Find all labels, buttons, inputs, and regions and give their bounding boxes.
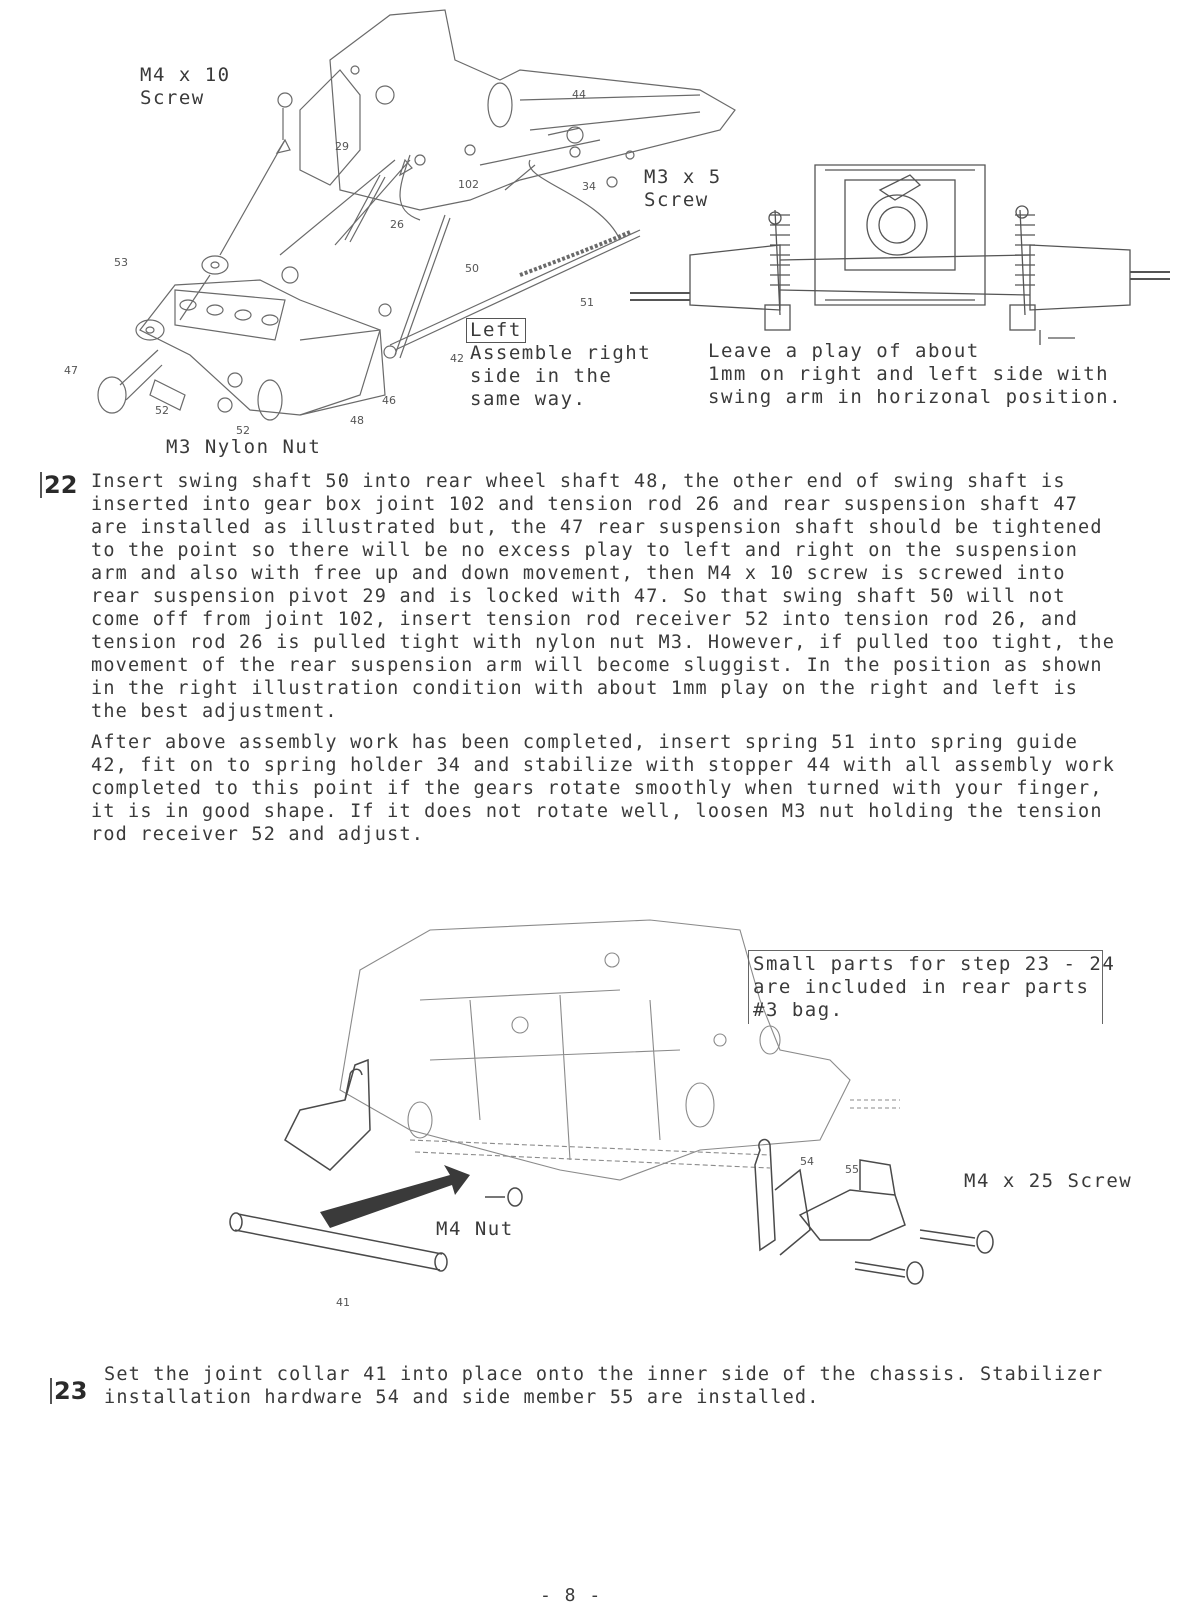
part-number-42: 42	[450, 352, 464, 365]
step-22-paragraph-2: After above assembly work has been completed, insert spring 51 into spring guide 42, fit on to spring holder 34 and stabilize with stopper 44 with all assembly work completed to this point if the gears rotate smoothly when turned with your finger, it is in good shape. If it does not rotate well, loosen M3 nut holding the tension rod receiver 52 and adjust.	[91, 732, 1116, 845]
small-parts-note: Small parts for step 23 - 24 are included in rear parts #3 bag.	[748, 950, 1103, 1024]
step-22-paragraph-1: Insert swing shaft 50 into rear wheel shaft 48, the other end of swing shaft is inserted into gear box joint 102 and tension rod 26 and rear suspension shaft 47 are installed as illustrated but, the 47 rear suspension shaft should be tightened to the point so there will be no excess play to left and right on the suspension arm and also with free up and down movement, then M4 x 10 screw is screwed into rear suspension pivot 29 and is locked with 47. So that swing shaft 50 will not come off from joint 102, insert tension rod receiver 52 into tension rod 26, and tension rod 26 is pulled tight with nylon nut M3. However, if pulled too tight, the movement of the rear suspension arm will become sluggist. In the position as shown in the right illustration condition with about 1mm play on the right and left is the best adjustment.	[91, 471, 1116, 722]
part-number-51: 51	[580, 296, 594, 309]
part-number-50: 50	[465, 262, 479, 275]
part-number-44: 44	[572, 88, 586, 101]
left-label: Left	[466, 318, 526, 343]
part-number-46: 46	[382, 394, 396, 407]
m3x5-screw-label: M3 x 5 Screw	[644, 166, 722, 211]
part-number-47: 47	[64, 364, 78, 377]
part-number-29: 29	[335, 140, 349, 153]
part-number-41: 41	[336, 1296, 350, 1309]
page-number: - 8 -	[540, 1585, 602, 1606]
part-number-48: 48	[350, 414, 364, 427]
step-22-badge: 22	[40, 472, 77, 498]
part-number-53: 53	[114, 256, 128, 269]
step-23-badge: 23	[50, 1378, 87, 1404]
part-number-102: 102	[458, 178, 479, 191]
assemble-right-note: Assemble right side in the same way.	[470, 342, 652, 410]
play-adjustment-note: Leave a play of about 1mm on right and left side with swing arm in horizonal position.	[708, 340, 1123, 408]
m4-nut-label: M4 Nut	[436, 1218, 514, 1240]
step-23-instructions: Set the joint collar 41 into place onto the inner side of the chassis. Stabilizer installation hardware 54 and side member 55 are installed.	[104, 1364, 1104, 1408]
m4x10-screw-label: M4 x 10 Screw	[140, 64, 231, 109]
m4x25-screw-label: M4 x 25 Screw	[964, 1170, 1133, 1192]
part-number-52-nut: 52	[236, 424, 250, 437]
part-number-34: 34	[582, 180, 596, 193]
part-number-55: 55	[845, 1163, 859, 1176]
part-number-26: 26	[390, 218, 404, 231]
part-number-52: 52	[155, 404, 169, 417]
part-number-54: 54	[800, 1155, 814, 1168]
m3-nylon-nut-label: M3 Nylon Nut	[166, 436, 322, 458]
